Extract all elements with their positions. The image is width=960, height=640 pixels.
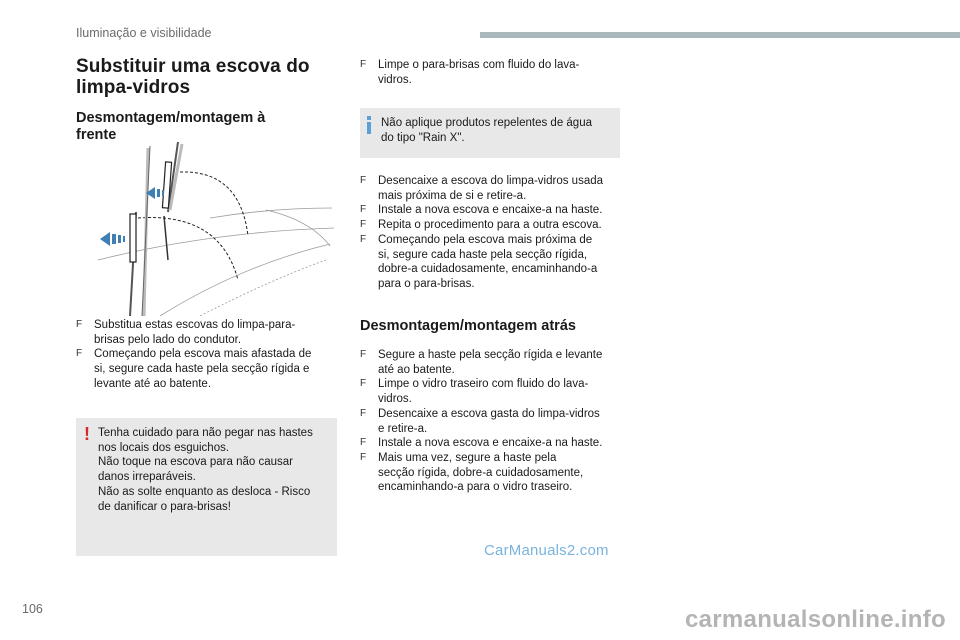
arrow-icon	[100, 232, 125, 246]
list-item: F Instale a nova escova e encaixe-a na haste.	[360, 437, 603, 450]
front-instructions-list	[76, 318, 338, 392]
info-text: Não aplique produtos repelentes de água do tipo "Rain X".	[381, 117, 592, 144]
bullet-icon: F	[360, 204, 367, 216]
list-item: F Repita o procedimento para a outra escova.	[360, 219, 602, 232]
bullet-icon: F	[76, 319, 83, 330]
near-wiper	[130, 146, 150, 316]
info-icon	[367, 122, 371, 134]
section-title: Iluminação e visibilidade	[76, 26, 212, 40]
subtitle-line-1: Desmontagem/montagem à	[76, 110, 266, 126]
bullet-icon: F	[360, 233, 367, 245]
footer-watermark: carmanualsonline.info	[684, 606, 946, 633]
title-line-2: limpa-vidros	[76, 77, 191, 98]
list-item: F Desencaixe a escova gasta do limpa-vidros e retire-a.	[360, 407, 600, 435]
replacement-instructions-list	[360, 174, 622, 292]
far-wiper	[162, 142, 182, 260]
list-item: F Substitua estas escovas do limpa-para- brisas pelo lado do condutor.	[76, 319, 296, 346]
windshield-right-edge	[266, 210, 330, 246]
bullet-icon: F	[360, 59, 367, 70]
wiper-illustration	[90, 140, 336, 316]
exclamation-icon: !	[84, 424, 90, 444]
header-bar	[480, 32, 960, 38]
info-icon-dot	[367, 116, 371, 120]
front-subtitle	[76, 110, 338, 144]
bullet-icon: F	[360, 407, 367, 419]
hood-line-dashed	[200, 260, 326, 316]
sweep-arc-inner	[138, 218, 238, 280]
bullet-icon: F	[360, 437, 367, 449]
bullet-icon: F	[360, 378, 367, 390]
bullet-icon: F	[360, 451, 367, 463]
bullet-icon: F	[360, 349, 367, 360]
hood-line	[160, 244, 330, 316]
watermark-link[interactable]: CarManuals2.com	[484, 542, 609, 559]
list-item: F Começando pela escova mais próxima de si, segure cada haste pela secção rígida, dobre-a cuidadosamente, encaminhando-a para o para-brisas.	[360, 233, 598, 290]
rear-instructions-list	[360, 348, 622, 495]
list-item: F Limpe o para-brisas com fluido do lava- vidros.	[360, 59, 580, 86]
list-item: F Limpe o vidro traseiro com fluido do lava- vidros.	[360, 378, 589, 406]
arrow-icon	[146, 187, 164, 199]
list-item: F Instale a nova escova e encaixe-a na haste.	[360, 204, 603, 217]
sweep-arc-outer	[180, 172, 248, 236]
bullet-icon: F	[76, 348, 83, 360]
left-column	[76, 56, 338, 144]
warning-text: Tenha cuidado para não pegar nas hastes nos locais dos esguichos. Não toque na escova para não causar danos irreparáveis. Não as solte enquanto as desloca - Risco de danificar o para-brisas!	[98, 427, 313, 513]
subtitle-line-2: frente	[76, 127, 117, 143]
list-item: F Desencaixe a escova do limpa-vidros usada mais próxima de si e retire-a.	[360, 175, 604, 202]
list-item: F Mais uma vez, segure a haste pela secção rígida, dobre-a cuidadosamente, encaminhando-a para o vidro traseiro.	[360, 451, 584, 494]
list-item: F Começando pela escova mais afastada de si, segure cada haste pela secção rígida e levante até ao batente.	[76, 348, 312, 390]
page-title	[76, 56, 338, 98]
bullet-icon: F	[360, 175, 367, 186]
top-instruction	[360, 58, 622, 87]
rear-subtitle: Desmontagem/montagem atrás	[360, 318, 576, 334]
list-item: F Segure a haste pela secção rígida e levante até ao batente.	[360, 349, 603, 376]
windshield-top-line	[210, 208, 332, 218]
title-line-1: Substituir uma escova do	[76, 56, 310, 77]
page-number: 106	[22, 602, 43, 616]
bullet-icon: F	[360, 219, 367, 231]
